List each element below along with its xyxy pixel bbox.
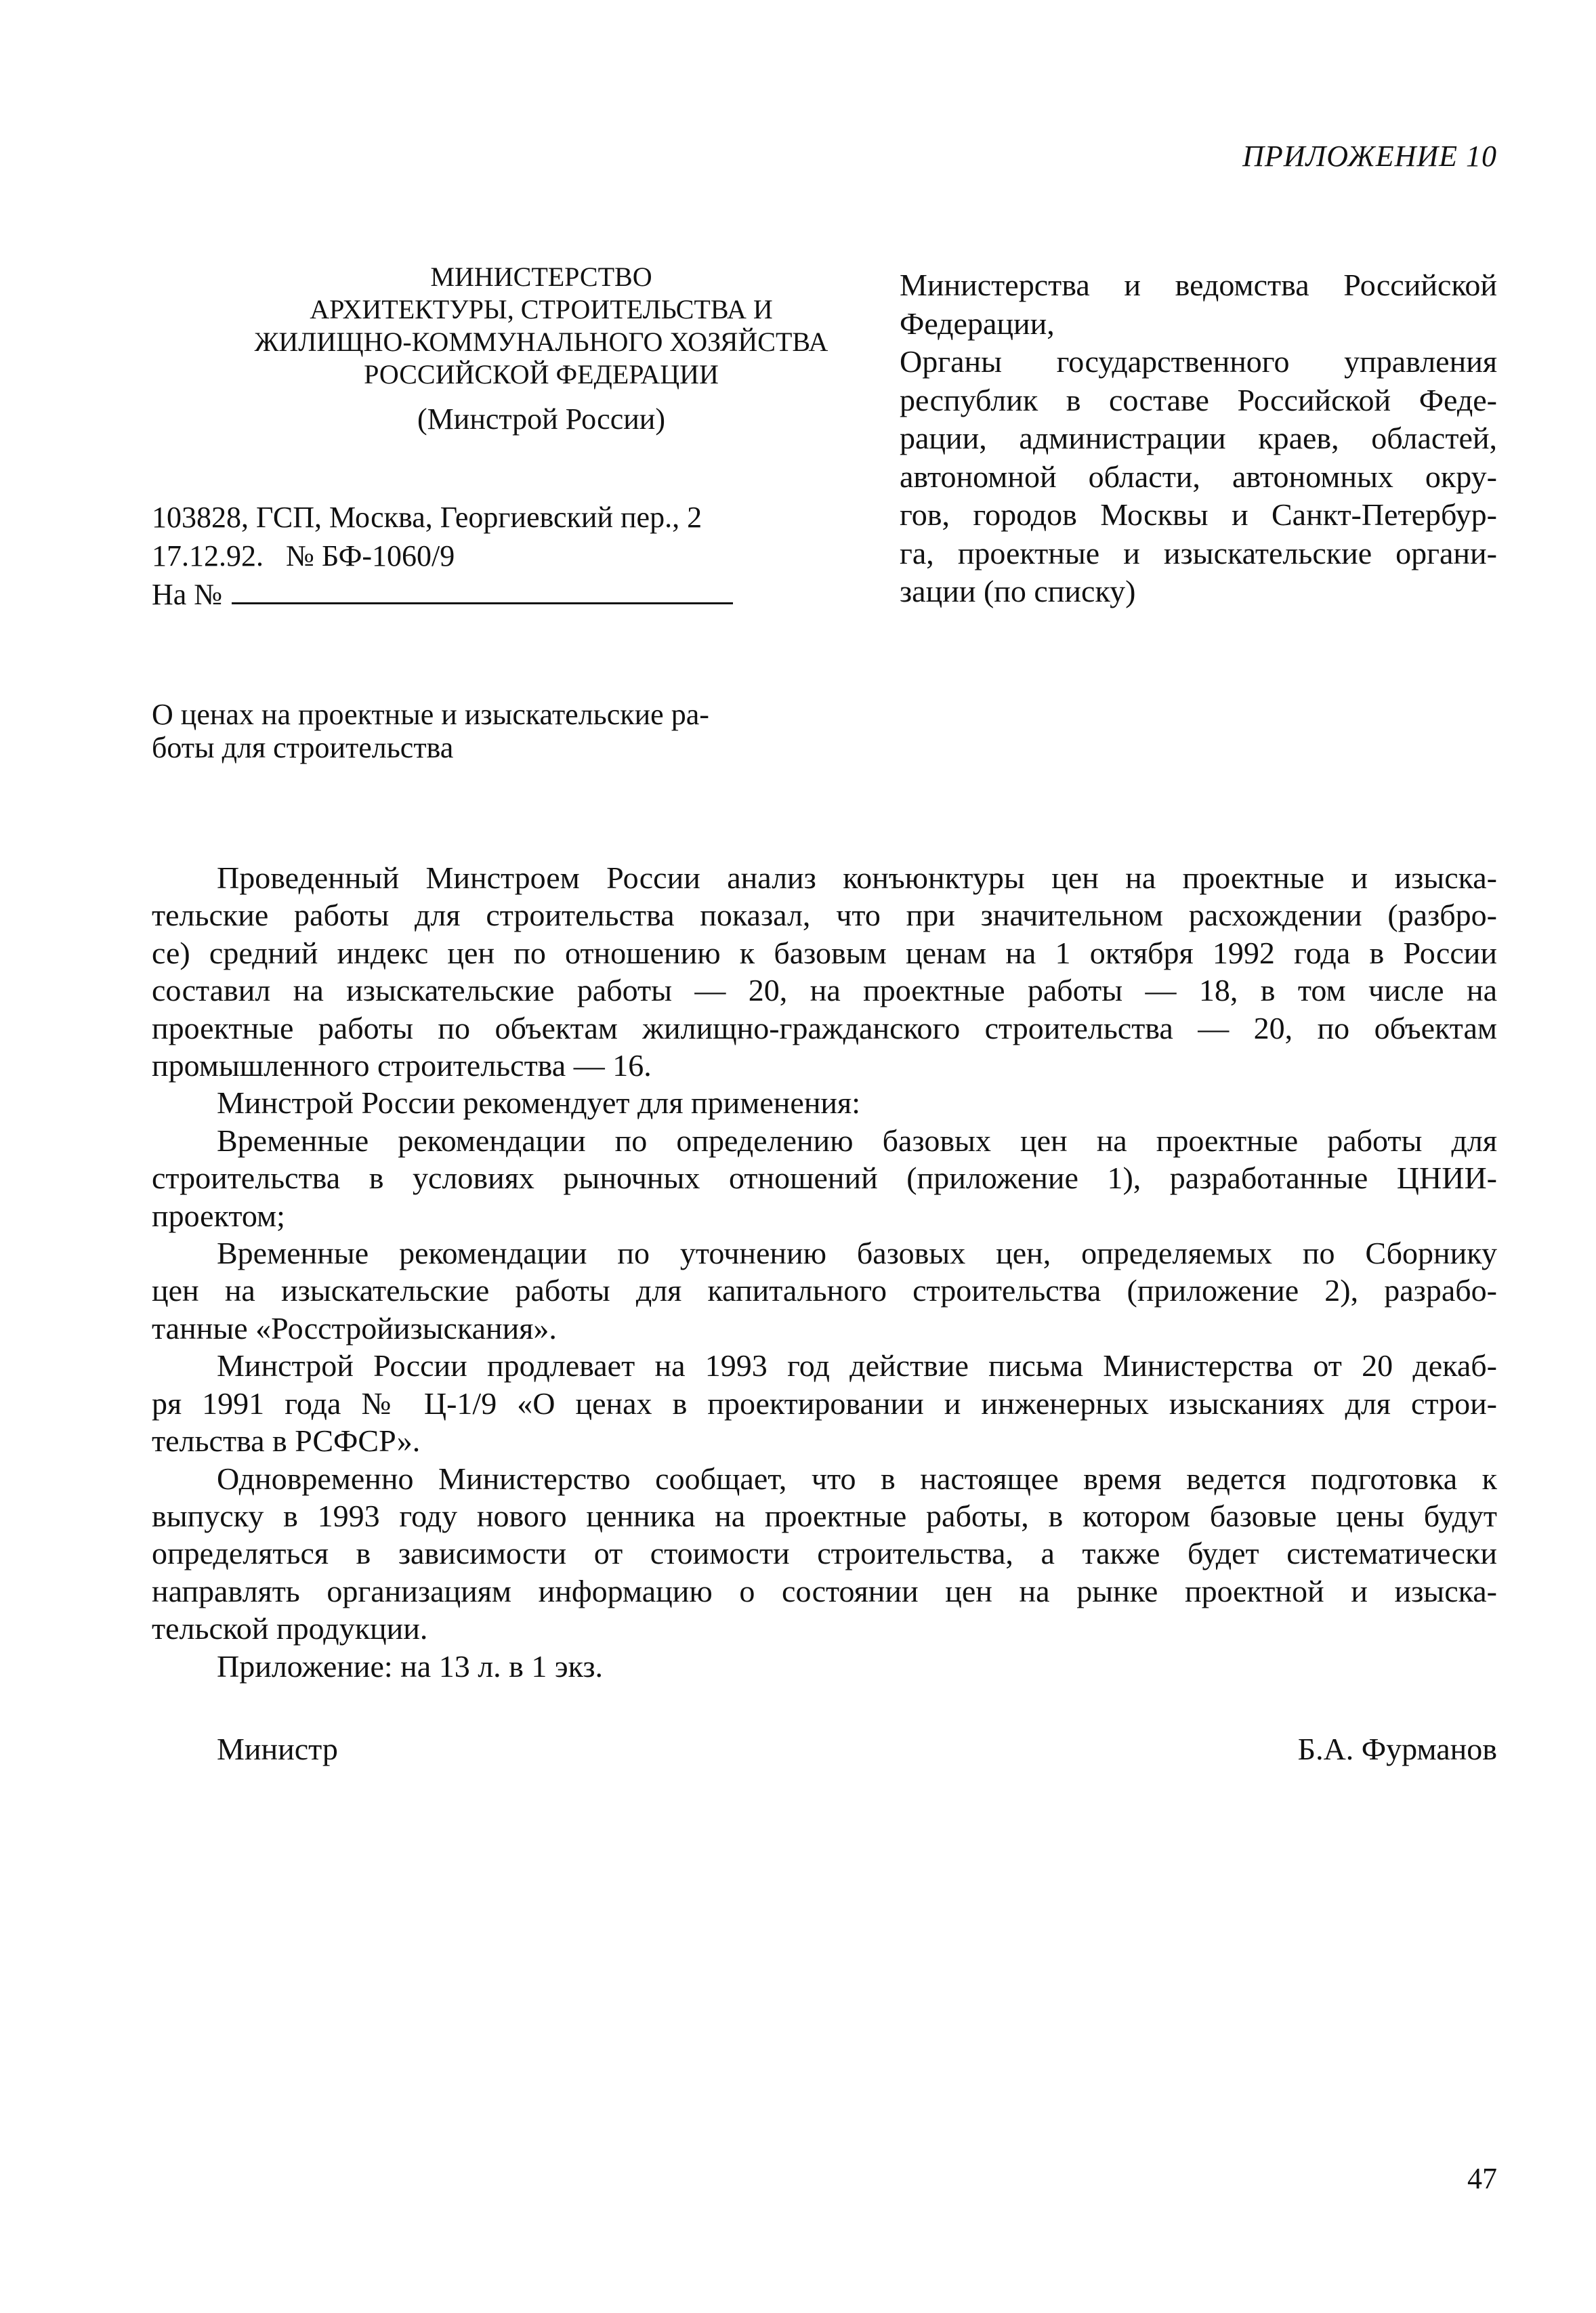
sender-address: 103828, ГСП, Москва, Георгиевский пер., 2 (152, 501, 702, 534)
sender-line: ЖИЛИЩНО-КОММУНАЛЬНОГО ХОЗЯЙСТВА (254, 327, 828, 357)
body-paragraph (152, 1347, 1497, 1459)
body-line: составил на изыскательские работы — 20, на проектные работы — 18, в том числе на (152, 973, 1497, 1008)
addressee-line: зации (по списку) (900, 574, 1136, 608)
body-line: промышленного строительства — 16. (152, 1048, 652, 1083)
body-paragraph (152, 1234, 1497, 1347)
sender-block (152, 261, 931, 436)
addressee-line: рации, администрации краев, областей, (900, 421, 1497, 455)
body-paragraph (152, 1648, 1497, 1685)
addressee-line: Министерства и ведомства Российской (900, 268, 1497, 302)
body-line: Временные рекомендации по определению базовых цен на проектные работы для (217, 1123, 1497, 1158)
sender-line: АРХИТЕКТУРЫ, СТРОИТЕЛЬСТВА И (310, 294, 773, 325)
addressee-line: Органы государственного управления (900, 344, 1497, 379)
reply-to (152, 575, 733, 614)
body-line: Временные рекомендации по уточнению базовых цен, определяемых по Сборнику (217, 1236, 1497, 1271)
sender-short-name: (Минстрой России) (417, 402, 665, 436)
addressee-line: гов, городов Москвы и Санкт-Петербур- (900, 497, 1497, 532)
body-line: тельства в РСФСР». (152, 1423, 421, 1459)
addressees-block (900, 266, 1497, 611)
addressee-line: республик в составе Российской Феде- (900, 382, 1497, 417)
letter-body (152, 859, 1497, 1685)
appendix-label: ПРИЛОЖЕНИЕ 10 (1242, 140, 1497, 173)
body-line: се) средний индекс цен по отношению к базовым ценам на 1 октября 1992 года в России (152, 935, 1497, 970)
body-line: Приложение: на 13 л. в 1 экз. (217, 1648, 604, 1684)
body-line: Одновременно Министерство сообщает, что в настоящее время ведется подготовка к (217, 1461, 1497, 1496)
signature-title: Министр (217, 1732, 338, 1766)
body-line: тельские работы для строительства показал, что при значительном расхождении (разбро- (152, 898, 1497, 933)
body-line: выпуску в 1993 году нового ценника на проектные работы, в котором базовые цены будут (152, 1498, 1497, 1533)
sender-line: РОССИЙСКОЙ ФЕДЕРАЦИИ (364, 359, 719, 390)
body-line: Минстрой России рекомендует для применения: (217, 1085, 860, 1121)
sender-details (152, 498, 733, 614)
body-line: танные «Росстройизыскания». (152, 1310, 557, 1346)
body-line: Минстрой России продлевает на 1993 год действие письма Министерства от 20 декаб- (217, 1348, 1497, 1383)
body-line: определяться в зависимости от стоимости строительства, а также будет систематически (152, 1536, 1497, 1571)
addressee-line: га, проектные и изыскательские органи- (900, 535, 1497, 570)
date-number: 17.12.92. № БФ-1060/9 (152, 539, 455, 572)
body-line: цен на изыскательские работы для капитального строительства (приложение 2), разрабо- (152, 1273, 1497, 1308)
addressee-line: автономной области, автономных окру- (900, 459, 1497, 494)
subject-line: О ценах на проектные и изыскательские ра- (152, 698, 709, 731)
body-line: тельской продукции. (152, 1611, 428, 1646)
body-paragraph (152, 1084, 1497, 1121)
signature-name: Б.А. Фурманов (1297, 1732, 1497, 1766)
addressee-line: Федерации, (900, 306, 1055, 341)
body-line: Проведенный Минстроем России анализ конъюнктуры цен на проектные и изыска- (217, 860, 1497, 895)
body-paragraph (152, 859, 1497, 1084)
page-number: 47 (1467, 2162, 1497, 2195)
body-paragraph (152, 1122, 1497, 1234)
sender-line: МИНИСТЕРСТВО (430, 262, 652, 292)
reply-to-blank-line (232, 575, 733, 604)
body-line: проектные работы по объектам жилищно-гражданского строительства — 20, по объектам (152, 1010, 1497, 1045)
body-line: направлять организациям информацию о состоянии цен на рынке проектной и изыска- (152, 1573, 1497, 1608)
body-paragraph (152, 1460, 1497, 1648)
body-line: строительства в условиях рыночных отношений (приложение 1), разработанные ЦНИИ- (152, 1161, 1497, 1196)
reply-to-label: На № (152, 578, 223, 611)
subject-block (152, 698, 748, 764)
subject-line: боты для строительства (152, 731, 454, 764)
body-line: проектом; (152, 1198, 285, 1233)
body-line: ря 1991 года № Ц-1/9 «О ценах в проектировании и инженерных изысканиях для строи- (152, 1385, 1497, 1421)
